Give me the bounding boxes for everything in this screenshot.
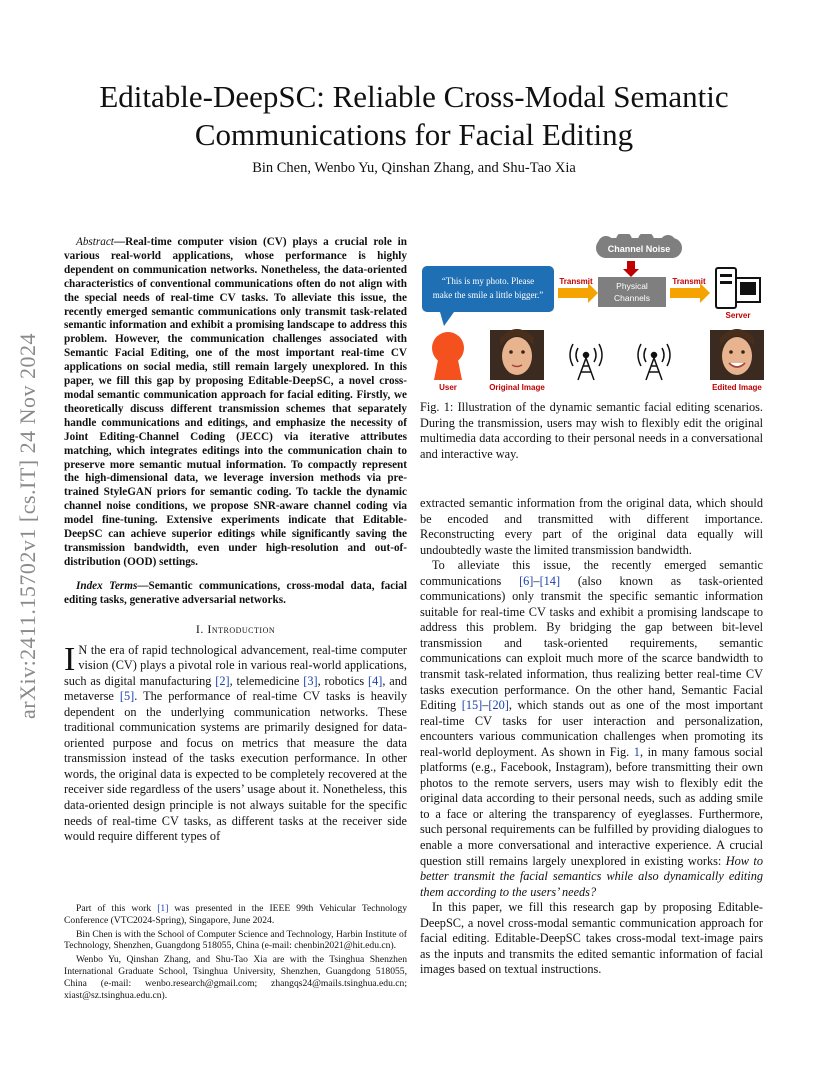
right-paragraph-1: extracted semantic information from the original data, which should be encoded and transmitted with different importance. Reconstructing every part of the original data equally will undoubtedly waste the limited transmission bandwidth. — [420, 496, 763, 557]
speech-line-1: “This is my photo. Please — [441, 276, 535, 286]
abstract — [64, 236, 407, 570]
drop-cap: I — [64, 640, 76, 678]
transmit-label-right: Transmit — [672, 277, 706, 286]
footnote-1-text-a: Part of this work — [76, 903, 158, 914]
edited-image-label: Edited Image — [712, 383, 762, 392]
abstract-label: Abstract — [76, 236, 114, 248]
transmit-arrow-left — [558, 277, 598, 303]
antenna-icon — [570, 344, 602, 380]
abstract-text: —Real-time computer vision (CV) plays a crucial role in various real-world applications, whose performance is highly dependent on communication networks. Nonetheless, the data-oriented characteristics of conventional communications often do not align with the special needs of real-time CV tasks. To alleviate this issue, the recently emerged semantic communications only transmit task-related semantic information and exhibit a promising landscape to address this problem. However, the communication challenges associated with Semantic Facial Editing, one of the most important real-time CV applications on social media, still remain largely unexplored. In this paper, we fill this gap by proposing Editable-DeepSC, a novel cross-modal semantic communication approach for facial editing. Firstly, we theoretically discuss different transmission schemes that separately handle communications and editings, and emphasize the necessity of Joint Editing-Channel Coding (JECC) via iterative attributes matching, which integrates editings into the communication chain to preserve more semantic mutual information. To compactly represent the high-dimensional data, we leverage inversion methods via pre-trained StyleGAN priors for semantic coding. To tackle the dynamic channel noise conditions, we propose SNR-aware channel coding via model fine-tuning. Extensive experiments indicate that Editable-DeepSC can achieve superior editings while significantly saving the transmission bandwidth, even under high-resolution and out-of-distribution (OOD) settings. — [64, 236, 407, 568]
intro-text-c: , robotics — [317, 673, 368, 688]
right-paragraph-3: In this paper, we fill this research gap by proposing Editable-DeepSC, a novel cross-modal semantic communication approach for facial editing. Editable-DeepSC takes cross-modal text-image pairs as the inputs and transmits the edited semantic information of facial images based on textual instructions. — [420, 900, 763, 977]
arxiv-stamp — [14, 296, 42, 756]
citation-2[interactable]: [2] — [215, 673, 230, 688]
original-image-label: Original Image — [489, 383, 545, 392]
original-face-image — [489, 329, 545, 392]
index-terms-label: Index Terms — [76, 579, 138, 592]
right-p2-text-c: , which stands out as one of the most important real-time CV tasks for user interaction and personalization, encounters various communication challenges when promoting its real-world deployment. As shown in Fig. — [420, 698, 763, 759]
channel-noise-label: Channel Noise — [607, 244, 671, 254]
citation-20[interactable]: [20] — [488, 698, 509, 713]
footnotes — [64, 903, 407, 1003]
caption-text: Illustration of the dynamic semantic facial editing scenarios. During the transmission, users may wish to flexibly edit the original multimedia data according to their personal needs in a conversational and interactive way. — [420, 400, 763, 461]
intro-text-a: N the era of rapid technological advancement, real-time computer vision (CV) plays a pivotal role in various real-world applications, such as digital manufacturing — [64, 642, 407, 688]
speech-line-2: make the smile a little bigger.” — [432, 290, 544, 300]
section-heading-introduction: I. Introduction — [195, 621, 276, 636]
range-dash: – — [482, 698, 489, 713]
noise-arrow-icon — [623, 261, 639, 277]
physical-channels-box — [598, 277, 666, 307]
citation-15[interactable]: [15] — [461, 698, 483, 713]
index-terms-text: —Semantic communications, cross-modal data, facial editing tasks, generative adversarial networks. — [64, 579, 407, 606]
left-column — [64, 236, 407, 845]
right-column — [420, 496, 763, 978]
transmit-label-left: Transmit — [559, 277, 593, 286]
arxiv-id: arXiv:2411.15702v1 [cs.IT] 24 Nov 2024 — [15, 332, 40, 720]
right-p2-italic-question: How to better transmit the facial semantics while also dynamically editing them according to the users’ needs? — [420, 853, 763, 899]
antenna-icon — [638, 344, 670, 380]
transmit-arrow-right — [670, 277, 710, 303]
figure-caption — [420, 400, 763, 462]
edited-face-image — [710, 329, 764, 392]
intro-text-d: , and metaverse — [64, 673, 407, 704]
caption-label: Fig. 1: — [420, 400, 454, 414]
intro-paragraph — [64, 640, 407, 845]
footnote-1-text-b: was presented in the IEEE 99th Vehicular Technology Conference (VTC2024-Spring), Singapore, June 2024. — [64, 903, 407, 926]
server-icon — [716, 268, 760, 320]
footnote-2: Bin Chen is with the School of Computer Science and Technology, Harbin Institute of Technology, Shenzhen, Guangdong 518055, China (e-mail: chenbin2021@hit.edu.cn). — [64, 928, 407, 952]
physical-line-2: Channels — [614, 293, 650, 303]
user-label: User — [439, 383, 457, 392]
footnote-1 — [64, 903, 407, 927]
paper-title — [60, 78, 768, 154]
range-dash: – — [533, 573, 540, 588]
intro-text-e: . The performance of real-time CV tasks is heavily dependent on the underlying communication networks. These traditional communication systems are primarily designed for data-oriented purpose and focus on metrics that measure the data transmission instead of the tasks execution performance. In other words, the original data is expected to be completely recovered at the receiver side regardless of the users’ usage about it. Nonetheless, this data-oriented design principle is not always suitable for the specific needs of real-time CV tasks, as different tasks at the receiver side would require different types of — [64, 689, 407, 844]
right-p2-text-d: , in many famous social platforms (e.g., Facebook, Instagram), before transmitting their own photos to the remote servers, users may wish to flexibly edit the original data according to their personal needs, such as adding smile to a face or altering the transparency of eyeglasses. Furthermore, such personal requirements can be fulfilled by providing dialogues to enable a more conversational and interactive experience. A crucial question still remains largely unexplored in existing works: — [420, 744, 763, 868]
right-p2-text-b: (also known as task-oriented communications) only transmit the specific semantic information suitable for real-time CV tasks and exhibit a promising landscape to address this problem. By bridging the gap between bit-level transmission and task-oriented requirements, semantic communications can exploit much more of the scarce bandwidth to transmit task-related information, thus realizing better real-time CV tasks execution performance. On the other hand, Semantic Facial Editing — [420, 573, 763, 713]
intro-text-b: , telemedicine — [229, 673, 304, 688]
citation-1[interactable]: [1] — [157, 903, 169, 914]
citation-14[interactable]: [14] — [539, 573, 561, 588]
server-label: Server — [725, 311, 751, 320]
authors: Bin Chen, Wenbo Yu, Qinshan Zhang, and Shu-Tao Xia — [252, 160, 576, 176]
index-terms — [64, 580, 407, 608]
figure-1 — [420, 234, 766, 394]
citation-6[interactable]: [6] — [519, 573, 534, 588]
citation-5[interactable]: [5] — [119, 689, 135, 704]
physical-line-1: Physical — [616, 281, 648, 291]
user-icon — [432, 332, 464, 392]
citation-3[interactable]: [3] — [303, 673, 318, 688]
figure-1-reference[interactable]: 1 — [633, 744, 640, 759]
speech-bubble — [422, 266, 554, 326]
title-line-2: Communications for Facial Editing — [194, 117, 634, 152]
channel-noise-cloud — [596, 234, 682, 258]
right-p2-text-a: To alleviate this issue, the recently emerged semantic communications — [420, 558, 763, 588]
footnote-3: Wenbo Yu, Qinshan Zhang, and Shu-Tao Xia are with the Tsinghua Shenzhen International Graduate School, Tsinghua University, Shenzhen, Guangdong 518055, China (e-mail: wenbo.research@gmail.com; zhangqs24@mails.tsinghua.edu.cn; xiast@sz.tsinghua.edu.cn). — [64, 954, 407, 1001]
right-paragraph-2 — [420, 558, 763, 900]
title-line-1: Editable-DeepSC: Reliable Cross-Modal Semantic — [99, 79, 729, 114]
citation-4[interactable]: [4] — [367, 673, 383, 688]
